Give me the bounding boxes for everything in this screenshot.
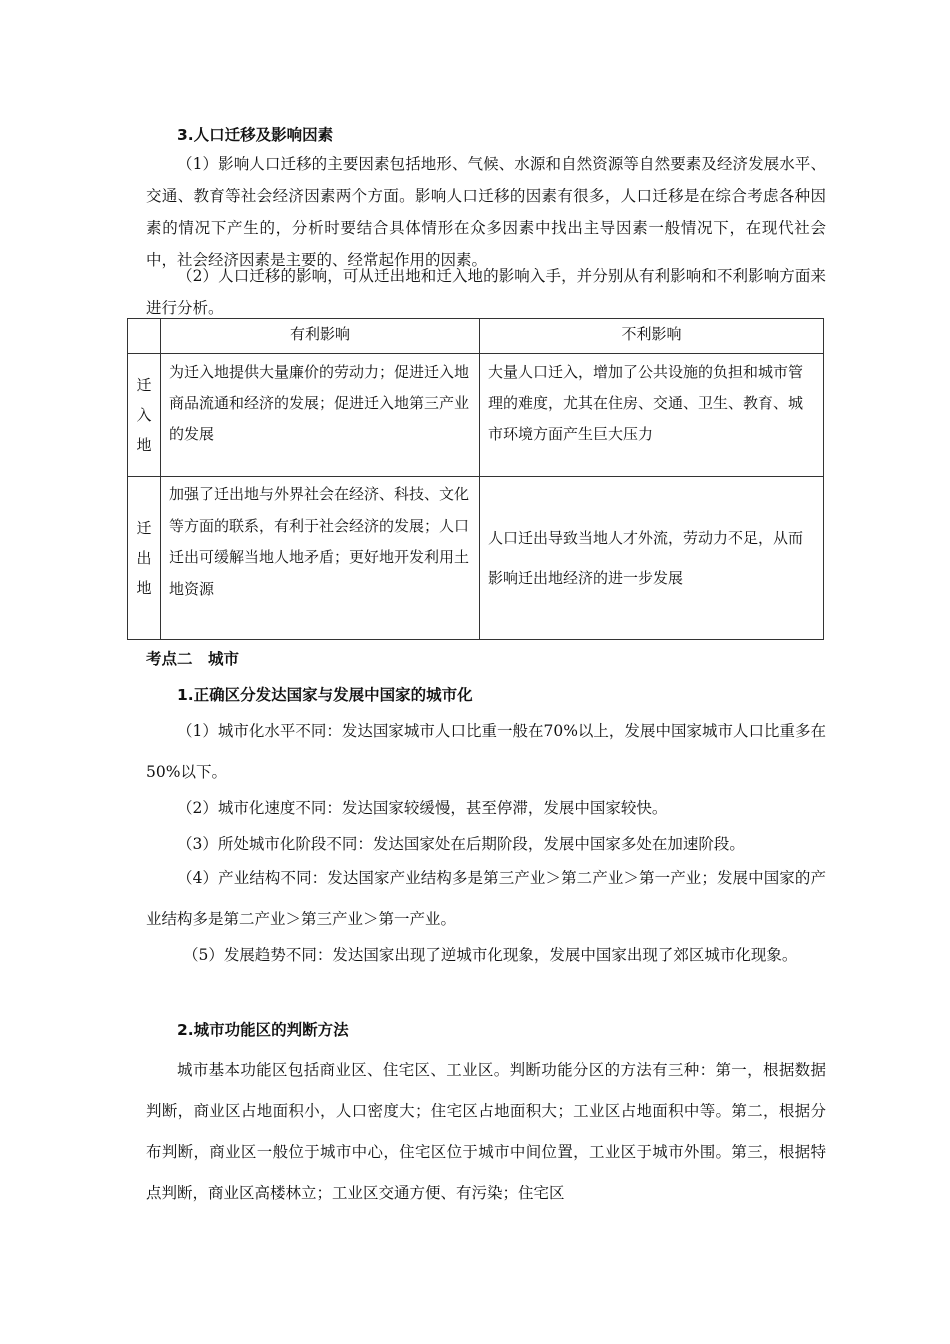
- urban-item-3: （3）所处城市化阶段不同：发达国家处在后期阶段，发展中国家多处在加速阶段。: [177, 835, 745, 853]
- section-heading-migration: 3.人口迁移及影响因素: [177, 126, 334, 144]
- cell-emigration-negative: 人口迁出导致当地人才外流，劳动力不足，从而影响迁出地经济的进一步发展: [480, 477, 824, 640]
- table-header-row: [128, 319, 824, 354]
- urban-item-1: （1）城市化水平不同：发达国家城市人口比重一般在70%以上，发展中国家城市人口比重多在50%以下。: [146, 722, 826, 781]
- urban-item-4: （4）产业结构不同：发达国家产业结构多是第三产业＞第二产业＞第一产业；发展中国家的产业结构多是第二产业＞第三产业＞第一产业。: [146, 869, 826, 928]
- paragraph-migration-impact: （2）人口迁移的影响，可从迁出地和迁入地的影响入手，并分别从有利影响和不利影响方面来进行分析。: [146, 267, 826, 317]
- urban-item-5: （5）发展趋势不同：发达国家出现了逆城市化现象，发展中国家出现了郊区城市化现象。: [183, 946, 798, 964]
- cell-immigration-negative: 大量人口迁入，增加了公共设施的负担和城市管理的难度，尤其在住房、交通、卫生、教育、城市环境方面产生巨大压力: [480, 354, 824, 477]
- urban-item-2: （2）城市化速度不同：发达国家较缓慢，甚至停滞，发展中国家较快。: [177, 799, 668, 817]
- paragraph-functional-zones: 城市基本功能区包括商业区、住宅区、工业区。判断功能分区的方法有三种：第一，根据数据判断，商业区占地面积小，人口密度大；住宅区占地面积大；工业区占地面积中等。第二，根据分布判断，商业区一般位于城市中心，住宅区位于城市中间位置，工业区于城市外围。第三，根据特点判断，商业区高楼林立；工业区交通方便、有污染；住宅区: [146, 1061, 826, 1202]
- row-label-emigration: 迁 出 地: [128, 477, 161, 640]
- row-label-immigration: 迁 入 地: [128, 354, 161, 477]
- kaodian-heading-city: 考点二 城市: [146, 650, 240, 668]
- table-header-positive: 有利影响: [161, 319, 480, 354]
- migration-impact-table: [127, 318, 824, 640]
- cell-emigration-positive: 加强了迁出地与外界社会在经济、科技、文化等方面的联系，有利于社会经济的发展；人口迁出可缓解当地人地矛盾；更好地开发利用土地资源: [161, 477, 480, 640]
- section-heading-urbanization: 1.正确区分发达国家与发展中国家的城市化: [177, 686, 473, 704]
- table-corner-cell: [128, 319, 161, 354]
- section-heading-functional-zones: 2.城市功能区的判断方法: [177, 1021, 349, 1039]
- table-header-negative: 不利影响: [480, 319, 824, 354]
- cell-immigration-positive: 为迁入地提供大量廉价的劳动力；促进迁入地商品流通和经济的发展；促进迁入地第三产业的发展: [161, 354, 480, 477]
- table-row: [128, 354, 824, 477]
- paragraph-migration-factors: （1）影响人口迁移的主要因素包括地形、气候、水源和自然资源等自然要素及经济发展水平、交通、教育等社会经济因素两个方面。影响人口迁移的因素有很多，人口迁移是在综合考虑各种因素的情况下产生的，分析时要结合具体情形在众多因素中找出主导因素一般情况下，在现代社会中，社会经济因素是主要的、经常起作用的因素。: [146, 155, 826, 269]
- table-row: [128, 477, 824, 640]
